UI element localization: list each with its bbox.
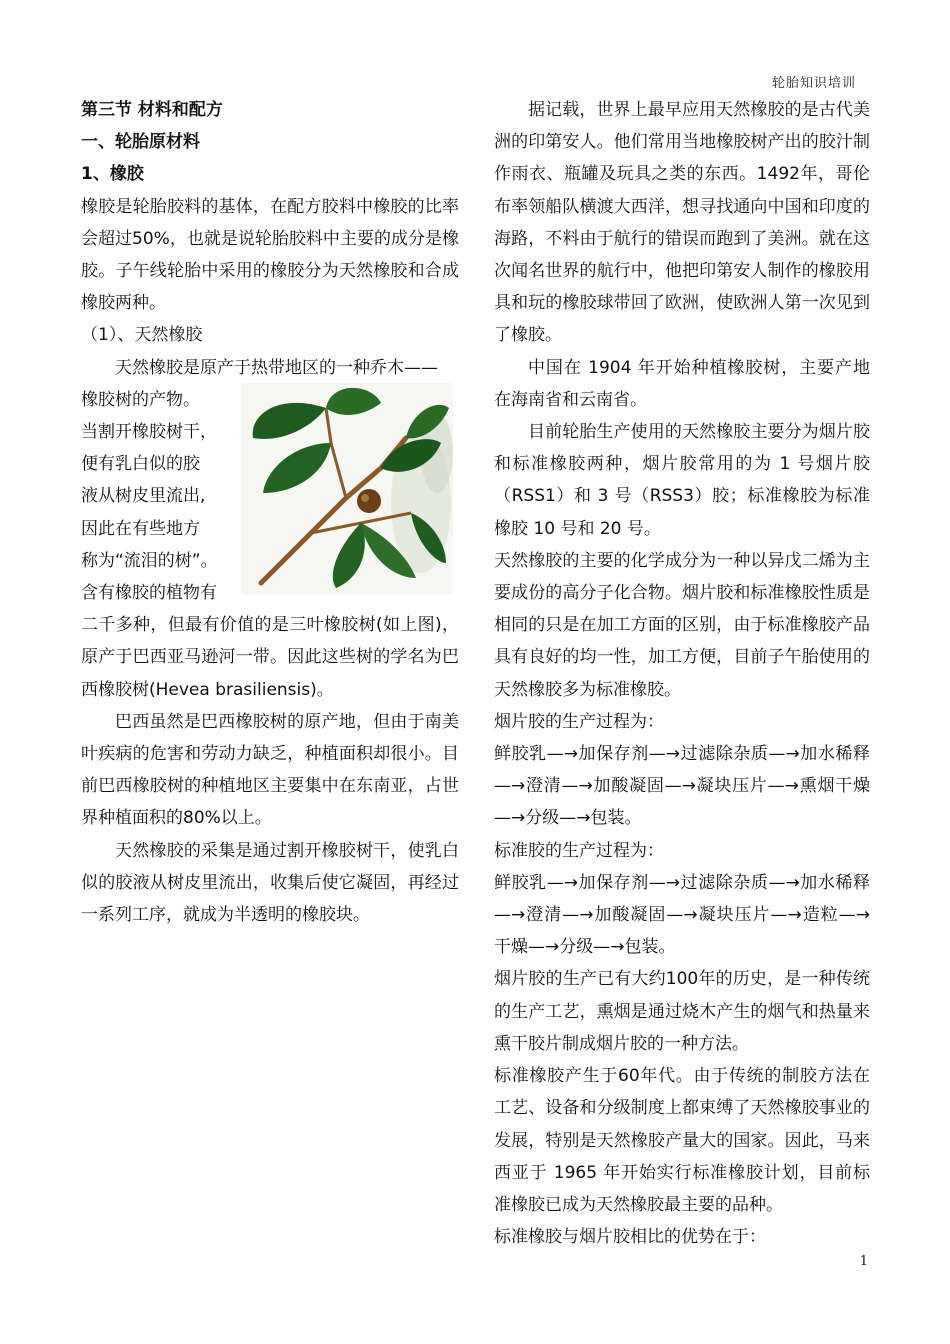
wrap-line: 便有乳白似的胶 <box>81 454 200 475</box>
wrap-line: 液从树皮里流出, <box>81 486 206 507</box>
item-title: 1、橡胶 <box>81 164 144 185</box>
wrap-line: 橡胶树的产物。 <box>81 389 200 410</box>
smoked-process-steps: 鲜胶乳—→加保存剂—→过滤除杂质—→加水稀释—→澄清—→加酸凝固—→凝块压片—→熏烟干燥—→分级—→包装。 <box>494 744 870 829</box>
natural-rubber-continuation: 二千多种，但最有价值的是三叶橡胶树(如上图)，原产于巴西亚马逊河一带。因此这些树的学名为巴西橡胶树(Hevea brasiliensis)。 <box>81 615 459 700</box>
smoked-history-paragraph: 烟片胶的生产已有大约100年的历史，是一种传统的生产工艺，熏烟是通过烧木产生的烟气和热量来熏干胶片制成烟片胶的一种方法。 <box>494 969 870 1054</box>
section-title: 第三节 材料和配方 <box>81 100 223 120</box>
right-column <box>494 94 870 1253</box>
wrap-line: 因此在有些地方 <box>81 518 200 539</box>
subsection-title: 一、轮胎原材料 <box>81 132 200 153</box>
smoked-process-label: 烟片胶的生产过程为： <box>494 711 664 732</box>
wrap-line: 当割开橡胶树干， <box>81 422 217 443</box>
natural-rubber-first-line: 天然橡胶是原产于热带地区的一种乔木—— <box>115 357 438 378</box>
chemistry-paragraph: 天然橡胶的主要的化学成分为一种以异戊二烯为主要成份的高分子化合物。烟片胶和标准橡胶性质是相同的只是在加工方面的区别，由于标准橡胶产品具有良好的均一性，加工方便，目前子午胎使用的天然橡胶多为标准橡胶。 <box>494 550 870 700</box>
china-paragraph: 中国在 1904 年开始种植橡胶树，主要产地在海南省和云南省。 <box>494 357 870 410</box>
running-header: 轮胎知识培训 <box>771 76 856 91</box>
rubber-tree-leaf-illustration <box>241 383 453 595</box>
standard-process-steps: 鲜胶乳—→加保存剂—→过滤除杂质—→加水稀释—→澄清—→加酸凝固—→凝块压片—→造粒—→干燥—→分级—→包装。 <box>494 872 870 958</box>
standard-process-label: 标准胶的生产过程为： <box>494 840 664 861</box>
harvest-paragraph: 天然橡胶的采集是通过割开橡胶树干，使乳白似的胶液从树皮里流出，收集后使它凝固，再经过一系列工序，就成为半透明的橡胶块。 <box>81 840 459 926</box>
page-number: 1 <box>859 1254 868 1269</box>
rubber-leaf-drawing <box>241 383 453 595</box>
advantage-label: 标准橡胶与烟片胶相比的优势在于： <box>494 1227 766 1248</box>
rubber-intro-paragraph: 橡胶是轮胎胶料的基体，在配方胶料中橡胶的比率会超过50%，也就是说轮胎胶料中主要的成分是橡胶。子午线轮胎中采用的橡胶分为天然橡胶和合成橡胶两种。 <box>81 196 459 314</box>
history-paragraph: 据记载，世界上最早应用天然橡胶的是古代美洲的印第安人。他们常用当地橡胶树产出的胶汁制作雨衣、瓶罐及玩具之类的东西。1492年，哥伦布率领船队横渡大西洋，想寻找通向中国和印度的海路，不料由于航行的错误而跑到了美洲。就在这次闻名世界的航行中，他把印第安人制作的橡胶用具和玩的橡胶球带回了欧洲，使欧洲人第一次见到了橡胶。 <box>494 100 870 346</box>
brazil-paragraph: 巴西虽然是巴西橡胶树的原产地，但由于南美叶疾病的危害和劳动力缺乏，种植面积却很小。目前巴西橡胶树的种植地区主要集中在东南亚，占世界种植面积的80%以上。 <box>81 711 459 829</box>
wrap-line: 含有橡胶的植物有 <box>81 583 217 604</box>
wrap-line: 称为“流泪的树”。 <box>81 550 218 571</box>
natural-rubber-subheading: （1）、天然橡胶 <box>81 325 203 346</box>
standard-history-paragraph: 标准橡胶产生于60年代。由于传统的制胶方法在工艺、设备和分级制度上都束缚了天然橡胶事业的发展，特别是天然橡胶产量大的国家。因此，马来西亚于 1965 年开始实行标准橡胶计划，目前标准橡胶已成为天然橡胶最主要的品种。 <box>494 1066 870 1215</box>
types-paragraph: 目前轮胎生产使用的天然橡胶主要分为烟片胶和标准橡胶两种，烟片胶常用的为 1 号烟片胶（RSS1）和 3 号（RSS3）胶；标准橡胶为标准橡胶 10 号和 20 号。 <box>494 422 870 539</box>
